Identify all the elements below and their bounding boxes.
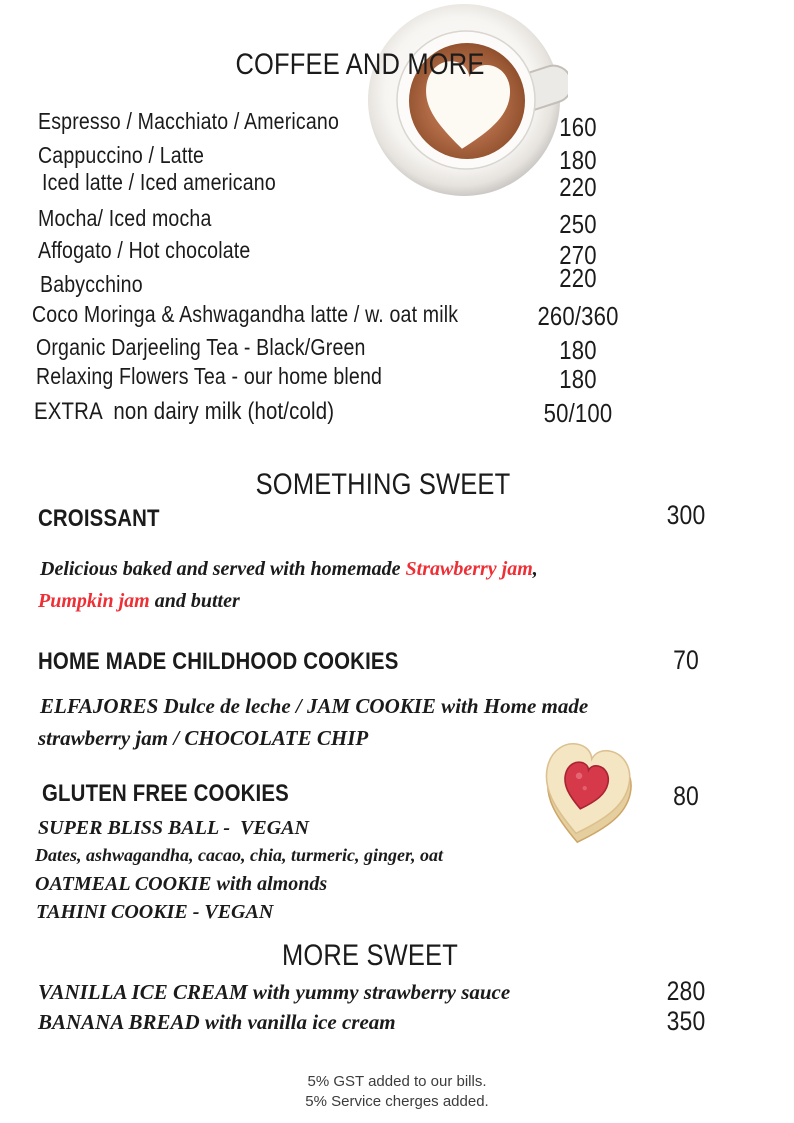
menu-item-relaxing-tea: Relaxing Flowers Tea - our home blend	[36, 363, 383, 389]
croissant-description-line1	[40, 558, 538, 581]
menu-item-extra-milk: EXTRA non dairy milk (hot/cold)	[34, 398, 335, 425]
menu-price-darjeeling-tea: 180	[559, 335, 597, 365]
menu-price-croissant: 300	[666, 500, 706, 530]
heart-cookie-illustration	[523, 726, 648, 851]
menu-price-coco-moringa: 260/360	[537, 301, 619, 331]
menu-item-babycchino: Babycchino	[40, 271, 143, 297]
menu-price-iced-latte: 220	[559, 172, 597, 202]
footer-gst-note: 5% GST added to our bills.	[307, 1073, 487, 1090]
sweet-section-title: SOMETHING SWEET	[255, 468, 511, 501]
menu-item-banana-bread: BANANA BREAD with vanilla ice cream	[38, 1010, 396, 1034]
childhood-cookies-desc-line1: ELFAJORES Dulce de leche / JAM COOKIE with Home made	[40, 694, 589, 718]
more-sweet-section-title: MORE SWEET	[282, 939, 458, 972]
croissant-desc-text: Delicious baked and served with homemade	[40, 558, 406, 580]
gluten-free-line2: Dates, ashwagandha, cacao, chia, turmeric, ginger, oat	[35, 845, 444, 865]
menu-price-childhood-cookies: 70	[673, 645, 699, 675]
menu-item-espresso: Espresso / Macchiato / Americano	[38, 108, 339, 134]
menu-price-espresso: 160	[559, 112, 597, 142]
gluten-free-line4: TAHINI COOKIE - VEGAN	[36, 901, 274, 923]
menu-item-mocha: Mocha/ Iced mocha	[38, 205, 212, 231]
menu-price-gluten-free-cookies: 80	[673, 781, 699, 811]
menu-item-cappuccino: Cappuccino / Latte	[38, 142, 205, 168]
menu-item-darjeeling-tea: Organic Darjeeling Tea - Black/Green	[36, 334, 366, 360]
menu-price-mocha: 250	[559, 209, 597, 239]
footer-service-note: 5% Service cherges added.	[305, 1093, 489, 1110]
childhood-cookies-desc-line2: strawberry jam / CHOCOLATE CHIP	[38, 726, 369, 750]
gluten-free-line1: SUPER BLISS BALL - VEGAN	[38, 817, 309, 839]
heart-cookie-image	[523, 726, 648, 851]
croissant-desc-text2: and butter	[149, 590, 240, 612]
menu-item-gluten-free-cookies: GLUTEN FREE COOKIES	[42, 780, 289, 807]
gluten-free-line3: OATMEAL COOKIE with almonds	[35, 873, 328, 895]
menu-item-coco-moringa: Coco Moringa & Ashwagandha latte / w. oat milk	[32, 301, 459, 327]
menu-price-cappuccino: 180	[559, 145, 597, 175]
menu-item-affogato: Affogato / Hot chocolate	[38, 237, 251, 263]
menu-item-vanilla-ice-cream: VANILLA ICE CREAM with yummy strawberry sauce	[38, 980, 511, 1004]
menu-price-affogato: 270	[559, 240, 597, 270]
menu-price-banana-bread: 350	[666, 1006, 706, 1036]
menu-item-iced-latte: Iced latte / Iced americano	[42, 169, 276, 195]
menu-item-croissant: CROISSANT	[38, 505, 160, 532]
menu-price-vanilla-ice-cream: 280	[666, 976, 706, 1006]
menu-item-childhood-cookies: HOME MADE CHILDHOOD COOKIES	[38, 648, 399, 675]
croissant-description-line2	[38, 590, 240, 613]
pumpkin-jam-text: Pumpkin jam	[38, 590, 150, 612]
coffee-section-title: COFFEE AND MORE	[235, 48, 485, 81]
menu-price-babycchino: 220	[559, 263, 597, 293]
croissant-desc-comma: ,	[532, 558, 538, 580]
menu-price-relaxing-tea: 180	[559, 364, 597, 394]
strawberry-jam-text: Strawberry jam	[405, 558, 533, 580]
menu-price-extra-milk: 50/100	[543, 398, 613, 428]
